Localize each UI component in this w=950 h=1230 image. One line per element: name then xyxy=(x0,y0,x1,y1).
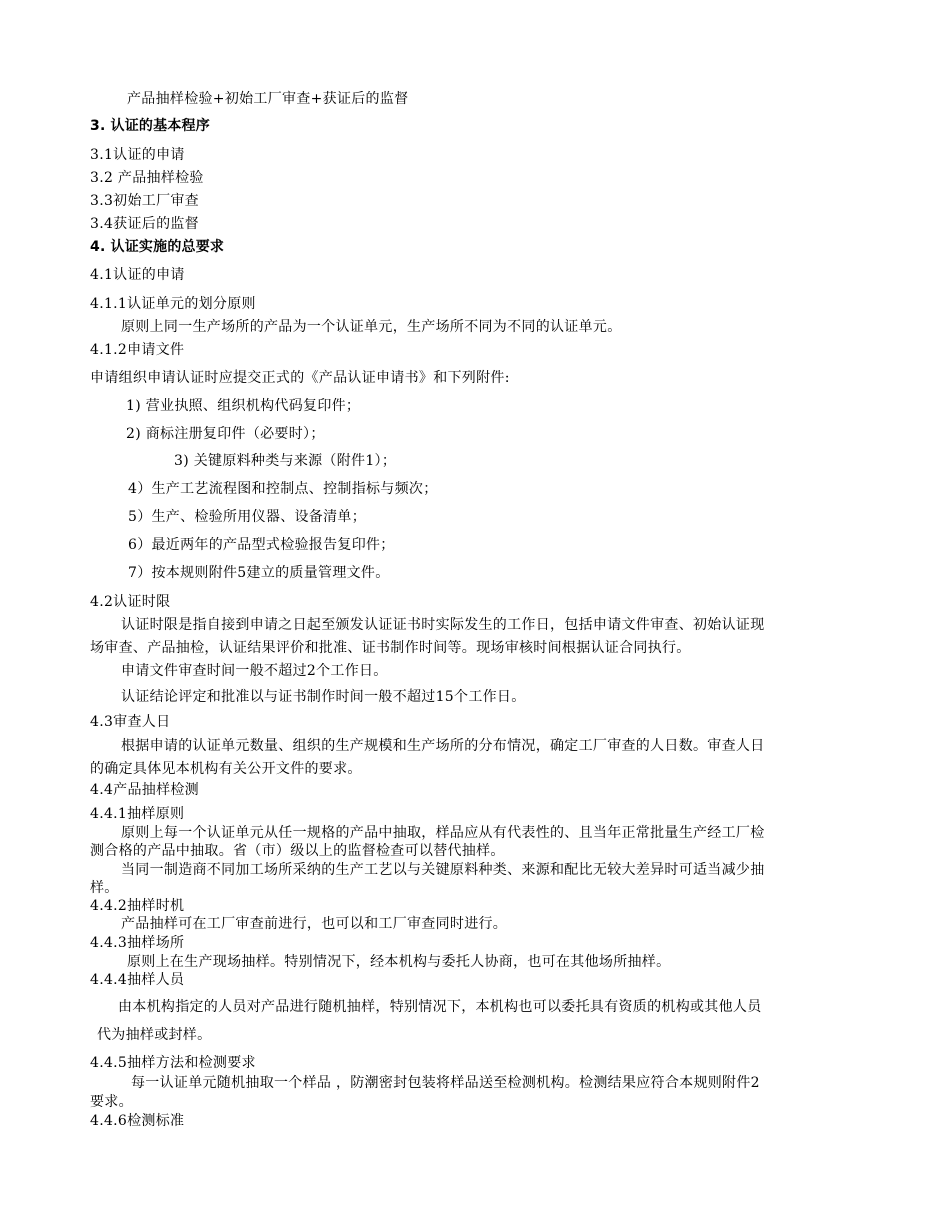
list-item: 7）按本规则附件5建立的质量管理文件。 xyxy=(128,565,390,581)
heading-4-1-1: 4.1.1认证单元的划分原则 xyxy=(90,296,256,312)
heading-4-4-6: 4.4.6检测标准 xyxy=(90,1113,185,1129)
item-3-3: 3.3初始工厂审查 xyxy=(90,193,199,209)
heading-4-4: 4.4产品抽样检测 xyxy=(90,782,199,798)
heading-4-3: 4.3审查人日 xyxy=(90,714,171,730)
paragraph: 由本机构指定的人员对产品进行随机抽样，特别情况下，本机构也可以委托具有资质的机构或其他人员 xyxy=(118,999,762,1015)
paragraph: 当同一制造商不同加工场所采纳的生产工艺以与关键原料种类、来源和配比无较大差异时可适当减少抽 xyxy=(121,862,765,878)
item-3-1: 3.1认证的申请 xyxy=(90,147,185,163)
paragraph: 原则上同一生产场所的产品为一个认证单元，生产场所不同为不同的认证单元。 xyxy=(121,319,622,335)
paragraph: 申请组织申请认证时应提交正式的《产品认证申请书》和下列附件: xyxy=(90,370,510,386)
section-3-heading: 3. 认证的基本程序 xyxy=(90,118,210,134)
list-item: 3) 关键原料种类与来源（附件1）； xyxy=(174,453,397,469)
list-item: 4）生产工艺流程图和控制点、控制指标与频次； xyxy=(128,481,438,497)
paragraph: 每一认证单元随机抽取一个样品 ，防潮密封包装将样品送至检测机构。检测结果应符合本规则附件2 xyxy=(131,1075,760,1091)
paragraph: 原则上每一个认证单元从任一规格的产品中抽取，样品应从有代表性的、且当年正常批量生产经工厂检 xyxy=(121,825,765,841)
paragraph: 认证时限是指自接到申请之日起至颁发认证证书时实际发生的工作日，包括申请文件审查、初始认证现 xyxy=(121,617,765,633)
paragraph: 根据申请的认证单元数量、组织的生产规模和生产场所的分布情况，确定工厂审查的人日数。审查人日 xyxy=(121,738,765,754)
heading-4-4-1: 4.4.1抽样原则 xyxy=(90,806,185,822)
heading-4-4-3: 4.4.3抽样场所 xyxy=(90,935,185,951)
intro-line: 产品抽样检验+初始工厂审查+获证后的监督 xyxy=(127,91,409,107)
paragraph-cont: 的确定具体见本机构有关公开文件的要求。 xyxy=(90,761,362,777)
paragraph: 认证结论评定和批准以与证书制作时间一般不超过15个工作日。 xyxy=(121,689,526,705)
heading-4-1: 4.1认证的申请 xyxy=(90,267,185,283)
paragraph: 产品抽样可在工厂审查前进行，也可以和工厂审查同时进行。 xyxy=(121,916,508,932)
item-3-2: 3.2 产品抽样检验 xyxy=(90,170,204,186)
paragraph-cont: 场审查、产品抽检，认证结果评价和批准、证书制作时间等。现场审核时间根据认证合同执行。 xyxy=(90,640,691,656)
item-3-4: 3.4获证后的监督 xyxy=(90,216,199,232)
heading-4-4-4: 4.4.4抽样人员 xyxy=(90,972,185,988)
list-item: 6）最近两年的产品型式检验报告复印件； xyxy=(128,537,395,553)
paragraph: 原则上在生产现场抽样。特别情况下，经本机构与委托人协商，也可在其他场所抽样。 xyxy=(127,954,671,970)
heading-4-4-5: 4.4.5抽样方法和检测要求 xyxy=(90,1055,256,1071)
paragraph-cont: 要求。 xyxy=(90,1094,133,1110)
list-item: 2) 商标注册复印件（必要时）； xyxy=(126,426,325,442)
heading-4-2: 4.2认证时限 xyxy=(90,594,171,610)
heading-4-1-2: 4.1.2申请文件 xyxy=(90,342,185,358)
list-item: 5）生产、检验所用仪器、设备清单； xyxy=(128,509,367,525)
paragraph-cont: 样。 xyxy=(90,880,119,896)
paragraph-cont: 代为抽样或封样。 xyxy=(97,1027,212,1043)
list-item: 1) 营业执照、组织机构代码复印件； xyxy=(126,398,361,414)
section-4-heading: 4. 认证实施的总要求 xyxy=(90,239,225,255)
paragraph-cont: 测合格的产品中抽取。省（市）级以上的监督检查可以替代抽样。 xyxy=(90,843,505,859)
heading-4-4-2: 4.4.2抽样时机 xyxy=(90,898,185,914)
paragraph: 申请文件审查时间一般不超过2个工作日。 xyxy=(121,663,388,679)
